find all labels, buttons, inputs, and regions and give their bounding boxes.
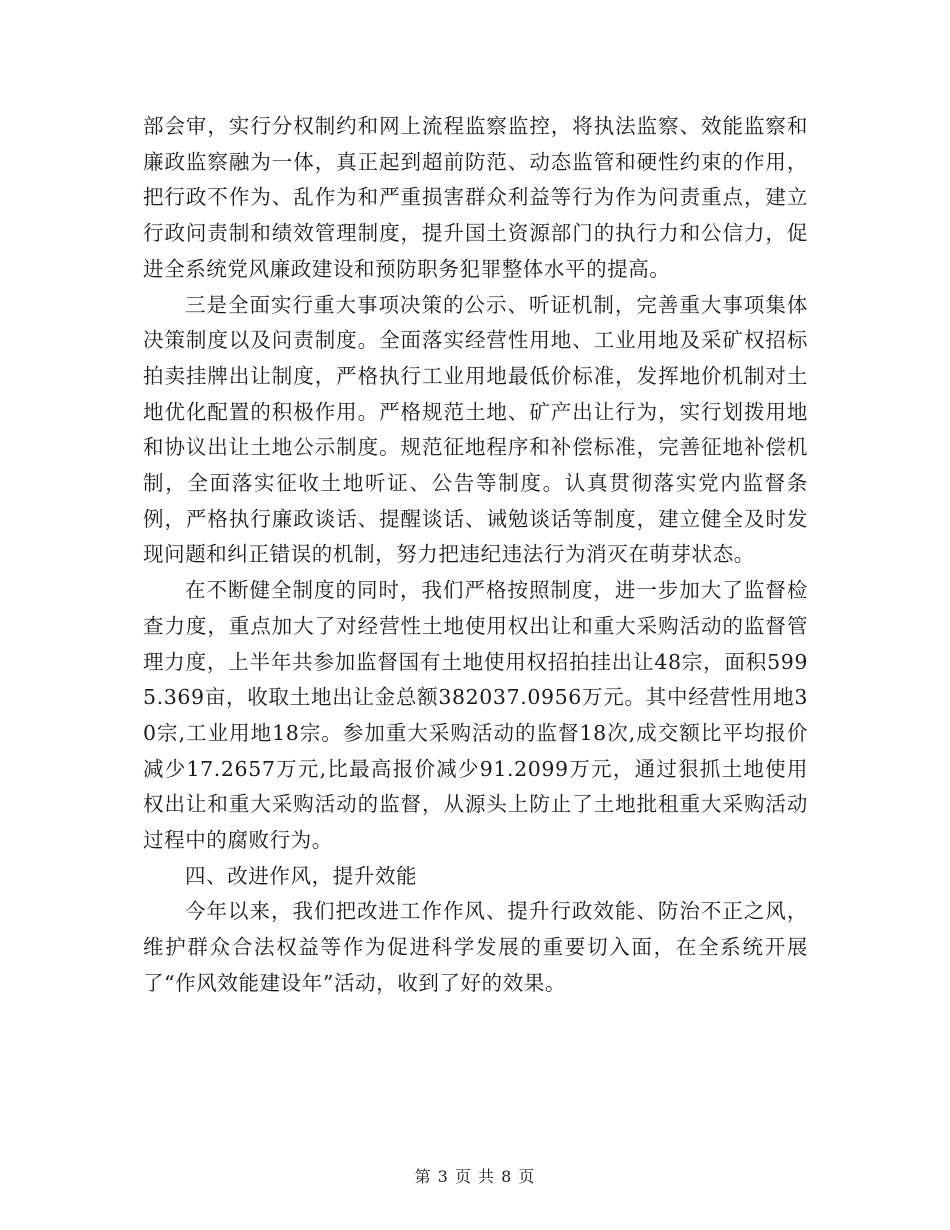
paragraph-4: 今年以来，我们把改进工作作风、提升行政效能、防治不正之风，维护群众合法权益等作为促进科学发展的重要切入面，在全系统开展了“作风效能建设年”活动，收到了好的效果。 — [143, 899, 808, 995]
page-footer: 第 3 页 共 8 页 — [414, 1167, 536, 1186]
paragraph-3: 在不断健全制度的同时，我们严格按照制度，进一步加大了监督检查力度，重点加大了对经营性土地使用权出让和重大采购活动的监督管理力度，上半年共参加监督国有土地使用权招拍挂出让48宗，面积5995.369亩，收取土地出让金总额382037.0956万元。其中经营性用地30宗,工业用地18宗。参加重大采购活动的监督18次,成交额比平均报价减少17.2657万元,比最高报价减少91.2099万元，通过狠抓土地使用权出让和重大采购活动的监督，从源头上防止了土地批租重大采购活动过程中的腐败行为。 — [143, 578, 808, 853]
document-body — [143, 109, 808, 1002]
paragraph-2: 三是全面实行重大事项决策的公示、听证机制，完善重大事项集体决策制度以及问责制度。全面落实经营性用地、工业用地及采矿权招标拍卖挂牌出让制度，严格执行工业用地最低价标准，发挥地价机制对土地优化配置的积极作用。严格规范土地、矿产出让行为，实行划拨用地和协议出让土地公示制度。规范征地程序和补偿标准，完善征地补偿机制，全面落实征收土地听证、公告等制度。认真贯彻落实党内监督条例，严格执行廉政谈话、提醒谈话、诫勉谈话等制度，建立健全及时发现问题和纠正错误的机制，努力把违纪违法行为消灭在萌芽状态。 — [143, 292, 808, 567]
section-heading: 四、改进作风，提升效能 — [185, 863, 418, 888]
paragraph-1: 部会审，实行分权制约和网上流程监察监控，将执法监察、效能监察和廉政监察融为一体，真正起到超前防范、动态监管和硬性约束的作用，把行政不作为、乱作为和严重损害群众利益等行为作为问责重点，建立行政问责制和绩效管理制度，提升国土资源部门的执行力和公信力，促进全系统党风廉政建设和预防职务犯罪整体水平的提高。 — [143, 114, 808, 281]
